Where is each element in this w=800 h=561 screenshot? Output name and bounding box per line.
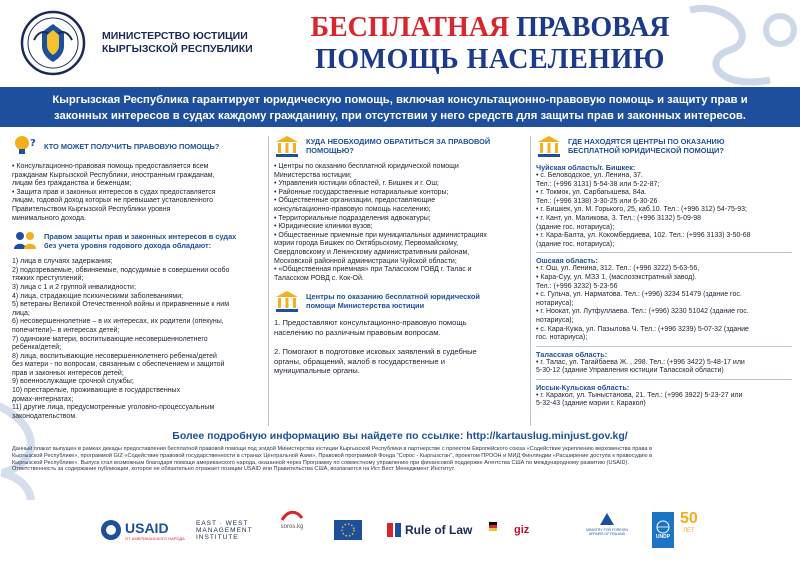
more-info-link[interactable]: Более подробную информацию вы найдете по ссылке: http://kartauslug.minjust.gov.kg/ xyxy=(172,430,628,442)
partner-logos xyxy=(0,500,800,561)
ministry-line-1: МИНИСТЕРСТВО ЮСТИЦИИ xyxy=(102,30,248,42)
title-line-2: ПОМОЩЬ НАСЕЛЕНИЮ xyxy=(315,44,665,75)
text-line: • г. Ноокат, ул. Лутфуллаева. Тел.: (+996) 3230 51042 (здание гос. xyxy=(536,308,749,316)
header xyxy=(0,0,800,86)
text-line: Тел.: (+996 3138) 3-30-25 или 6-30-26 xyxy=(536,197,658,205)
text-line: 5) ветераны Великой Отечественной войны и приравненные к ним xyxy=(12,301,230,309)
usaid-text: USAID xyxy=(125,519,169,536)
text-line: • Районные государственные нотариальные конторы; xyxy=(274,188,449,196)
text-line: • Общественные приемные при муниципальных администрациях xyxy=(274,231,487,239)
region-osh: Ошская область: xyxy=(536,256,598,266)
ewmi-line-3: INSTITUTE xyxy=(196,533,239,541)
text-line: ребенка/детей; xyxy=(12,344,62,352)
usaid-seal-icon xyxy=(100,519,122,541)
column-who-can-receive xyxy=(12,134,264,429)
text-line: 4) лица, страдающие психическими заболеваниями; xyxy=(12,292,184,300)
text-line: • Консультационно-правовая помощь предоставляется всем xyxy=(12,163,209,170)
region-issyk-kul: Иссык-Кульская область: xyxy=(536,382,630,392)
text-line: муниципальные органы. xyxy=(274,366,360,376)
text-line: • Управления юстиции областей, г. Бишкек и г. Ош; xyxy=(274,180,439,188)
text-line: Правительством Кыргызской Республики уровня xyxy=(12,205,171,213)
text-line: • г. Каракол, ул. Тыныстанова, 21. Тел.: (+996 3922) 5-23-27 или xyxy=(536,391,743,399)
giz-logo xyxy=(488,510,529,550)
text-line: законодательством. xyxy=(12,412,78,420)
giz-text: giz xyxy=(514,524,530,536)
rule-of-law-icon xyxy=(386,522,402,538)
ewmi-line-2: MANAGEMENT xyxy=(196,526,253,534)
text-line: 1) лица в случаях задержания; xyxy=(12,258,113,266)
text-line: Ответственность за содержание публикации, которое не обязательно отражает позиции USAID или Правительства США, возлагается на Ист Вест Менеджмент Институт. xyxy=(12,466,456,473)
text-line: Данный плакат выпущен в рамках декады предоставления бесплатной правовой помощи под эгидой Министерства юстиции Кыргызской Республики в партнерстве с проектом Европейского союза «Содействие укреплению верховенства права в xyxy=(12,446,652,452)
soros-text: soros.kg xyxy=(280,524,304,530)
text-line: гражданам Кыргызской Республики, иностранным гражданам, xyxy=(12,171,215,179)
disclaimer-text xyxy=(12,446,792,473)
text-line: • с. Беловодское, ул. Ленина, 37. xyxy=(536,172,643,179)
page-title xyxy=(280,12,700,76)
banner-line-2: законных интересов в судах каждому гражданину, при отсутствии у него средств для защиты прав и законных интересов. xyxy=(54,110,746,122)
section-title-who: КТО МОЖЕТ ПОЛУЧИТЬ ПРАВОВУЮ ПОМОЩЬ? xyxy=(44,142,220,151)
text-line: нотариуса); xyxy=(536,316,574,324)
finland-mfa-logo xyxy=(580,510,634,550)
text-line: домах-интернатах; xyxy=(12,395,74,403)
ministry-name xyxy=(102,30,253,56)
column-where-to-apply xyxy=(274,134,524,429)
centers-services-text xyxy=(274,318,524,376)
text-line: 7) одинокие матери, воспитывающие несовершеннолетнего xyxy=(12,335,208,343)
text-line: лица; xyxy=(12,309,30,317)
ewmi-line-1: EAST · WEST xyxy=(196,519,249,527)
ministry-line-2: КЫРГЫЗСКОЙ РЕСПУБЛИКИ xyxy=(102,43,253,55)
text-line: 3) лица с 1 и 2 группой инвалидности; xyxy=(12,283,136,291)
fifty-number: 50 xyxy=(680,510,698,527)
section-title-where-1: КУДА НЕОБХОДИМО ОБРАТИТЬСЯ ЗА ПРАВОВОЙ xyxy=(306,137,491,146)
usaid-logo xyxy=(100,510,185,550)
section-title-centers-2: помощи Министерства юстиции xyxy=(306,301,425,311)
text-line: • Юридические клиники вузов; xyxy=(274,223,373,231)
un-globe-icon xyxy=(656,520,670,534)
text-line: 5-30-12 (здание Управления юстиции Таласской области) xyxy=(536,367,724,375)
text-line: консультационно-правовую помощь населению; xyxy=(274,205,431,213)
text-line: (здание гос. нотариуса); xyxy=(536,240,615,248)
text-line: • г. Талас, ул. Тагайбаева Ж. , 298. Тел.: (+996 3422) 5-48-17 или xyxy=(536,358,745,366)
people-group-icon xyxy=(12,229,38,253)
text-line: прав и законных интересов детей; xyxy=(12,369,124,377)
section-title-locations-1: ГДЕ НАХОДЯТСЯ ЦЕНТРЫ ПО ОКАЗАНИЮ xyxy=(568,137,725,146)
title-red-word: БЕСПЛАТНАЯ xyxy=(310,12,510,43)
text-line: • г. Ош, ул. Ленина, 312. Тел.: (+996 3222) 5-63-56, xyxy=(536,265,700,273)
ewmi-logo xyxy=(196,510,253,550)
text-line: нотариуса); xyxy=(536,299,574,307)
text-line: • г. Кант, ул. Маликова, 3. Тел.: (+996 3132) 5-09-98 xyxy=(536,214,701,222)
guarantee-banner xyxy=(0,87,800,127)
undp-text: UNDP xyxy=(655,534,671,540)
text-line: гос. нотариуса); xyxy=(536,334,588,342)
text-line: • с. Кара-Кужа, ул. Пазылова Ч. Тел.: (+996 3239) 5-07-32 (здание xyxy=(536,325,749,333)
region-osh-addresses xyxy=(536,265,792,342)
region-issyk-kul-addresses xyxy=(536,392,792,409)
text-line: • Центры по оказанию бесплатной юридической помощи xyxy=(274,163,459,170)
courthouse-icon xyxy=(536,134,562,158)
soros-swirl-icon xyxy=(280,510,304,524)
text-line: мэрии города Бишкек по Октябрьскому, Первомайскому, xyxy=(274,240,459,248)
rights-list xyxy=(12,258,264,421)
section-title-where-2: ПОМОЩЬЮ? xyxy=(306,146,354,155)
ministry-emblem-icon xyxy=(20,10,86,76)
courthouse-icon xyxy=(274,289,300,313)
region-chui-bishkek: Чуйская область/г. Бишкек: xyxy=(536,163,636,172)
region-talas-addresses xyxy=(536,359,792,376)
text-line: Свердловскому и Ленинскому административным районам, xyxy=(274,248,470,256)
eu-flag-logo xyxy=(334,510,362,550)
region-talas: Таласская область: xyxy=(536,349,608,359)
text-line xyxy=(274,338,524,348)
column-center-locations xyxy=(536,134,792,429)
divider xyxy=(536,379,792,380)
fifty-years-logo xyxy=(680,510,698,550)
lightbulb-question-icon xyxy=(12,134,38,158)
eu-flag-icon xyxy=(334,520,362,540)
text-line: 2. Помогают в подготовке исковых заявлений в судебные xyxy=(274,347,477,357)
text-line: • Территориальные подразделения адвокатуры; xyxy=(274,214,431,222)
text-line: попечители)– в интересах детей; xyxy=(12,326,120,334)
fifty-subtitle: ЛЕТ xyxy=(683,528,695,534)
text-line: • Общественные организации, предоставляющие xyxy=(274,197,436,205)
section-title-locations-2: БЕСПЛАТНОЙ ЮРИДИЧЕСКОЙ ПОМОЩИ? xyxy=(568,146,724,155)
text-line: 10) престарелые, проживающие в государственных xyxy=(12,387,181,395)
text-line: 5-32-43 (здание мэрии г. Каракол) xyxy=(536,400,646,408)
text-line: 8) лица, воспитывающие несовершеннолетнего ребенка/детей xyxy=(12,352,217,360)
usaid-subtitle: ОТ АМЕРИКАНСКОГО НАРОДА xyxy=(125,535,185,541)
text-line: тяжких преступлений; xyxy=(12,275,84,283)
text-line: минимального дохода. xyxy=(12,214,86,222)
where-to-apply-list xyxy=(274,163,524,283)
finland-text: MINISTRY FOR FOREIGN AFFAIRS OF FINLAND xyxy=(586,528,628,536)
text-line: • с. Гульча, ул. Нарматова. Тел.: (+996) 3234 51479 (здание гос. xyxy=(536,291,742,299)
text-line: 2) подозреваемые, обвиняемые, подсудимые в совершении особо xyxy=(12,266,230,274)
text-line: Министерства юстиции; xyxy=(274,171,352,179)
text-line: • г. Кара-Балта, ул. Кокомбердиева, 102. Тел.: (+996 3133) 3-50-68 xyxy=(536,232,751,240)
text-line: 1. Предоставляют консультационно-правовую помощь xyxy=(274,318,467,328)
undp-logo xyxy=(652,510,674,550)
courthouse-icon xyxy=(274,134,300,158)
section-title-centers-1: Центры по оказанию бесплатной юридической xyxy=(306,292,480,302)
column-divider xyxy=(530,136,531,426)
text-line: без матери - по вопросам, связанным с обеспечением и защитой xyxy=(12,361,225,369)
divider xyxy=(536,252,792,253)
text-line: • г. Токмок, ул. Сарбагышева, 84а. xyxy=(536,189,647,197)
text-line: Тел.: (+996 3232) 5-23-56 xyxy=(536,282,618,290)
text-line: • Защита прав и законных интересов в судах предоставляется xyxy=(12,188,216,196)
text-line: Таласском РОВД с. Кок-Ой. xyxy=(274,274,364,282)
text-line: • Кара-Суу, ул. МЗЗ 1, (маслозэкстратный завод). xyxy=(536,273,697,281)
section-title-rights-1: Правом защиты прав и законных интересов в судах xyxy=(44,232,237,242)
divider xyxy=(536,346,792,347)
text-line: • г. Бишкек, ул. М. Горького, 25, каб.10. Тел.: (+996 312) 54-75-93; xyxy=(536,206,747,214)
banner-line-1: Кыргызская Республика гарантирует юридическую помощь, включая консультационно-правовую помощь и защиту прав и xyxy=(52,94,748,106)
title-blue-word: ПРАВОВАЯ xyxy=(509,12,670,43)
text-line: Московской районной администрации Чуйской области; xyxy=(274,257,457,265)
who-eligibility-text xyxy=(12,163,264,223)
text-line: органы, обращений, жалоб в государственные и xyxy=(274,356,446,366)
undp-badge xyxy=(652,512,674,548)
finland-lion-icon xyxy=(597,510,617,528)
text-line: (здание гос. нотариуса); xyxy=(536,223,615,231)
text-line: Тел.: (+996 3131) 5-54-38 или 5-22-87; xyxy=(536,180,660,188)
german-cooperation-icon xyxy=(488,520,514,540)
svg-text:?: ? xyxy=(30,138,36,149)
text-line: 11) другие лица, предусмотренные уголовно-процессуальным xyxy=(12,404,215,412)
rule-of-law-text: Rule of Law xyxy=(405,523,473,537)
text-line: • «Общественная приемная» при Таласском ГОВД г. Талас и xyxy=(274,266,472,274)
text-line: лицам без гражданства и беженцам; xyxy=(12,180,132,188)
text-line: 6) несовершеннолетние – в их интересах, их родители (опекуны, xyxy=(12,318,224,326)
text-line: населению по различным правовым вопросам. xyxy=(274,327,441,337)
text-line: 9) военнослужащие срочной службы; xyxy=(12,378,134,386)
section-title-rights-2: без учета уровня годового дохода обладают: xyxy=(44,241,212,251)
text-line: Кыргызской Республике», программой GIZ «Содействие правовой государственности в странах Центральной Азии», Правовой программой Фонда "Сорос - Кыргызстан", проектом ПРООН и МИД Финляндии «Расширение доступа к правосудию в xyxy=(12,452,653,459)
text-line: Кыргызской Республике». Выпуск стал возможным благодаря помощи американского народа, оказанной через Программу по совместному управлению при финансовой поддержке Агентства США по международному развитию (USAID). xyxy=(12,459,629,466)
column-divider xyxy=(268,136,269,426)
rule-of-law-logo xyxy=(386,510,472,550)
text-line: лицам, годовой доход которых не превышает установленного xyxy=(12,197,213,205)
soros-logo xyxy=(280,510,304,550)
region-chui-addresses xyxy=(536,172,792,249)
